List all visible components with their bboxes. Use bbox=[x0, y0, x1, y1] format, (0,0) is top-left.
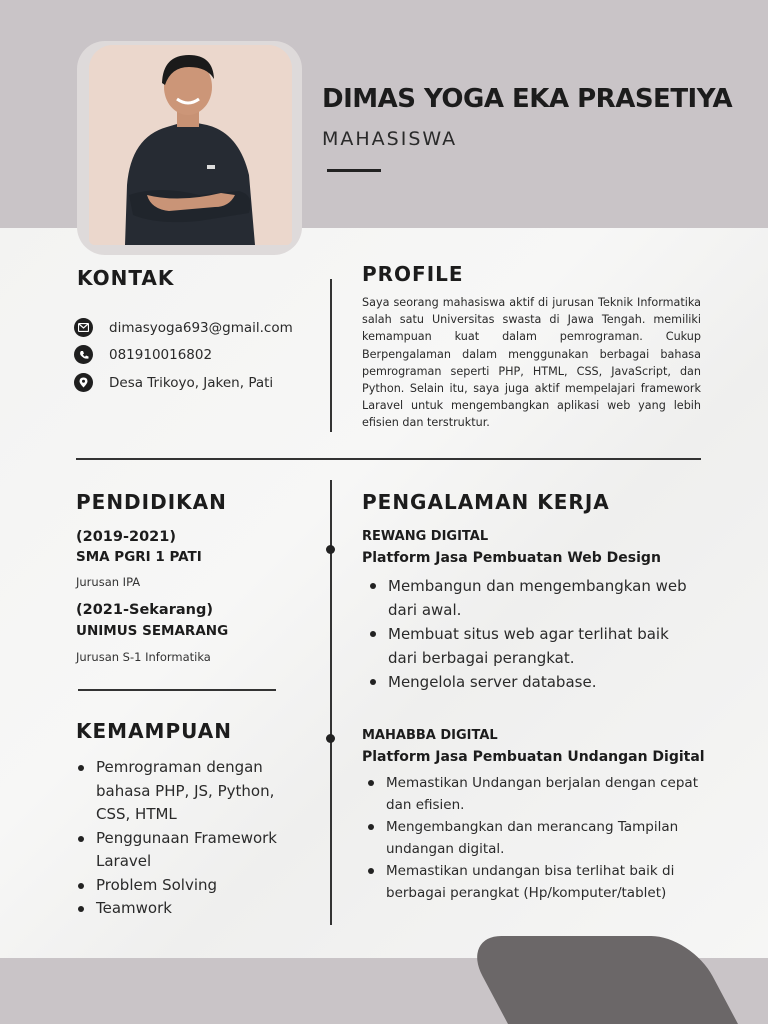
profile-text: Saya seorang mahasiswa aktif di jurusan Teknik Informatika salah satu Universitas swasta di Jawa Tengah. memiliki kemampuan kuat dalam pemrograman. Cukup Berpengalaman dalam menggunakan berbagai bahasa pemrograman seperti PHP, HTML, CSS, JavaScript, dan Python. Selain itu, saya juga aktif mempelajari framework Laravel untuk mengembangkan aplikasi web yang lebih efisien dan terstruktur. bbox=[362, 296, 701, 430]
phone-icon bbox=[74, 345, 93, 364]
list-item: Penggunaan Framework Laravel bbox=[70, 827, 310, 874]
top-divider-vertical bbox=[330, 279, 332, 432]
job-company-2: MAHABBA DIGITAL bbox=[362, 728, 498, 743]
role-underline bbox=[327, 169, 381, 172]
list-item: Mengembangkan dan merancang Tampilan undangan digital. bbox=[360, 816, 705, 860]
experience-heading: PENGALAMAN KERJA bbox=[362, 490, 610, 514]
list-item: Memastikan undangan bisa terlihat baik di berbagai perangkat (Hp/komputer/tablet) bbox=[360, 860, 705, 904]
education-years-1: (2019-2021) bbox=[76, 529, 176, 545]
contact-phone[interactable] bbox=[74, 345, 212, 364]
person-portrait-icon bbox=[89, 45, 292, 245]
person-name: DIMAS YOGA EKA PRASETIYA bbox=[322, 84, 733, 114]
education-heading: PENDIDIKAN bbox=[76, 490, 227, 514]
education-major-1: Jurusan IPA bbox=[76, 575, 141, 589]
contact-heading: KONTAK bbox=[77, 266, 175, 290]
contact-email[interactable] bbox=[74, 318, 293, 337]
list-item: Membuat situs web agar terlihat baik dari berbagai perangkat. bbox=[362, 622, 692, 670]
education-school-2: UNIMUS SEMARANG bbox=[76, 623, 229, 639]
list-item: Problem Solving bbox=[70, 874, 310, 898]
list-item: Memastikan Undangan berjalan dengan cepat dan efisien. bbox=[360, 772, 705, 816]
job-title-1: Platform Jasa Pembuatan Web Design bbox=[362, 550, 661, 566]
contact-phone-text: 081910016802 bbox=[109, 346, 213, 363]
contact-address-text: Desa Trikoyo, Jaken, Pati bbox=[109, 374, 274, 391]
person-role: MAHASISWA bbox=[322, 128, 458, 150]
job-title-2: Platform Jasa Pembuatan Undangan Digital bbox=[362, 749, 705, 765]
education-major-2: Jurusan S-1 Informatika bbox=[76, 650, 211, 664]
list-item: Membangun dan mengembangkan web dari awal. bbox=[362, 574, 692, 622]
profile-photo bbox=[89, 45, 292, 245]
section-divider-horizontal bbox=[76, 458, 701, 460]
education-school-1: SMA PGRI 1 PATI bbox=[76, 549, 202, 565]
list-item: Pemrograman dengan bahasa PHP, JS, Python, CSS, HTML bbox=[70, 756, 310, 827]
job-company-1: REWANG DIGITAL bbox=[362, 529, 489, 544]
timeline-dot-2 bbox=[326, 734, 335, 743]
skills-heading: KEMAMPUAN bbox=[76, 719, 232, 743]
email-icon bbox=[74, 318, 93, 337]
list-item: Mengelola server database. bbox=[362, 670, 692, 694]
contact-email-text: dimasyoga693@gmail.com bbox=[109, 319, 293, 336]
job-tasks-2 bbox=[360, 772, 705, 904]
job-tasks-1 bbox=[362, 574, 692, 694]
profile-heading: PROFILE bbox=[362, 262, 464, 286]
education-divider bbox=[78, 689, 276, 691]
timeline-dot-1 bbox=[326, 545, 335, 554]
list-item: Teamwork bbox=[70, 897, 310, 921]
education-years-2: (2021-Sekarang) bbox=[76, 602, 213, 618]
contact-address bbox=[74, 373, 273, 392]
location-pin-icon bbox=[74, 373, 93, 392]
skills-list bbox=[70, 756, 310, 921]
